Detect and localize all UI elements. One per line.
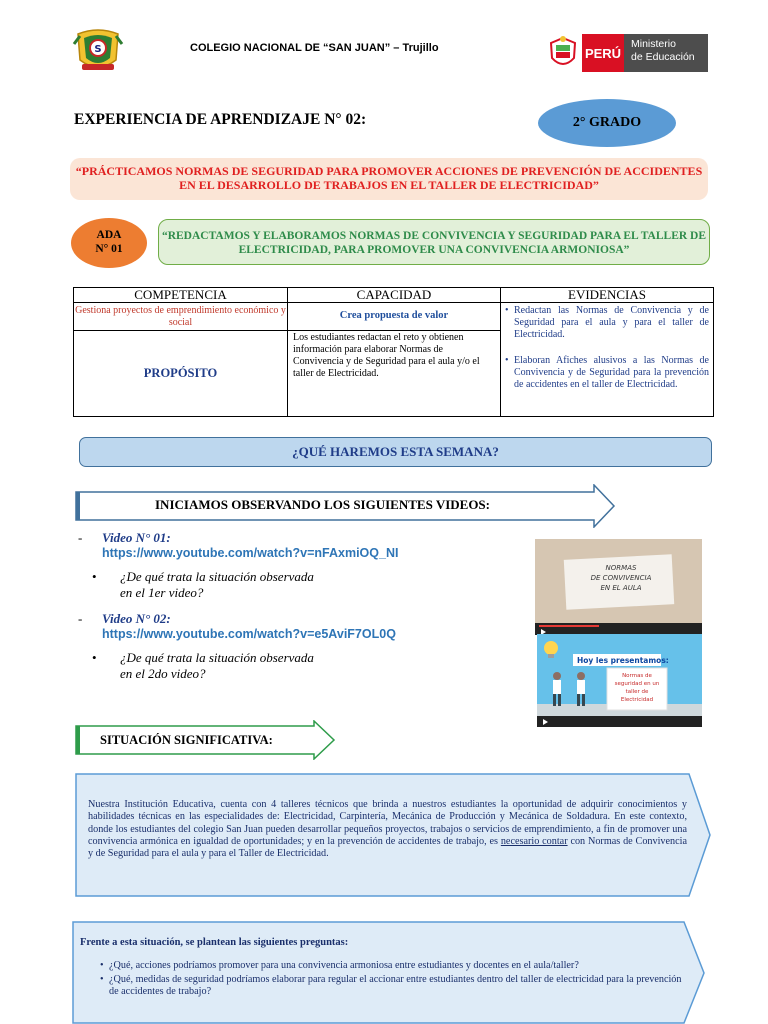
- video-list: [78, 530, 528, 682]
- question-item: • ¿Qué, acciones podríamos promover para una convivencia armoniosa entre estudiantes y docentes en el aula/taller?: [100, 960, 579, 971]
- situation-text-underlined: necesario contar: [500, 835, 568, 847]
- ministry-label: [624, 34, 708, 72]
- video-2-title: Video N° 02:: [102, 611, 171, 626]
- videos-intro: INICIAMOS OBSERVANDO LOS SIGUIENTES VIDEOS:: [155, 497, 490, 512]
- video-1-thumbnail[interactable]: [535, 539, 702, 635]
- experience-theme: “PRÁCTICAMOS NORMAS DE SEGURIDAD PARA PROMOVER ACCIONES DE PREVENCIÓN DE ACCIDENTES EN EL DESARROLLO DE TRABAJOS EN EL TALLER DE ELECTRICIDAD”: [70, 158, 708, 200]
- ministry-line1: Ministerio: [631, 38, 676, 50]
- video-2-link[interactable]: https://www.youtube.com/watch?v=e5AviF7OL0Q: [102, 627, 396, 641]
- evidencias-cell: [501, 303, 714, 417]
- situation-text-part: con Normas de Convivencia y de Seguridad para el aula y para el Taller de Electricidad.: [88, 835, 688, 860]
- video-1-label: - Video N° 01:: [78, 530, 171, 545]
- week-title: ¿QUÉ HAREMOS ESTA SEMANA?: [79, 437, 712, 467]
- situation-title: SITUACIÓN SIGNIFICATIVA:: [100, 733, 273, 747]
- video-2-thumbnail[interactable]: [537, 634, 702, 727]
- capacidad-value: Crea propuesta de valor: [288, 303, 501, 331]
- question-item: • ¿Qué, medidas de seguridad podríamos elaborar para regular el accionar entre estudiantes dentro del taller de electricidad para la prevención de accidentes de trabajo?: [100, 974, 682, 997]
- ministry-line2: de Educación: [631, 51, 695, 63]
- ministry-logo: [546, 34, 708, 72]
- proposito-label: PROPÓSITO: [74, 331, 288, 417]
- grade-badge: 2° GRADO: [538, 99, 676, 147]
- video-1-link[interactable]: https://www.youtube.com/watch?v=nFAxmiOQ_NI: [102, 546, 399, 560]
- peru-shield-icon: [546, 34, 580, 72]
- thumb2-line3: taller de: [625, 689, 649, 695]
- question-line: ¿De qué trata la situación observada: [120, 569, 314, 584]
- thumb2-line2: seguridad en un: [614, 681, 660, 687]
- question-text: ¿Qué, acciones podríamos promover para una convivencia armoniosa entre estudiantes y docentes en el aula/taller?: [109, 960, 579, 971]
- thumb1-line3: EN EL AULA: [600, 584, 642, 592]
- ada-number: N° 01: [95, 243, 123, 255]
- situation-text-part: Nuestra Institución Educativa, cuenta con 4 talleres técnicos que brinda a nuestros estudiantes la oportunidad de adquirir conocimientos y habilidades técnicas en las especialidades de: Electricidad, Carpintería, Mecánica de Producción y Mecánica de Soldadura. En este contexto, donde los estudiantes del colegio San Juan pueden desarrollar pequeños proyectos, trabajos o servicios de emprendimiento, a fin de promover una convivencia armónica en igualdad de oportunidades; y en la prevención de accidentes de trabajo, es: [88, 799, 687, 847]
- questions-title: Frente a esta situación, se plantean las siguientes preguntas:: [80, 937, 349, 948]
- question-line: en el 1er video?: [120, 585, 204, 600]
- ada-label: ADA: [96, 229, 122, 241]
- ada-title: “REDACTAMOS Y ELABORAMOS NORMAS DE CONVIVENCIA Y SEGURIDAD PARA EL TALLER DE ELECTRICIDAD, PARA PROMOVER UNA CONVIVENCIA ARMONIOSA”: [158, 219, 710, 265]
- thumb2-line1: Normas de: [622, 673, 652, 679]
- video-1-question: • ¿De qué trata la situación observada en el 1er video?: [78, 569, 528, 601]
- video-2-question: • ¿De qué trata la situación observada en el 2do video?: [78, 650, 528, 682]
- questions-list: [100, 960, 690, 1000]
- header-capacidad: CAPACIDAD: [288, 288, 501, 303]
- peru-label: PERÚ: [582, 34, 624, 72]
- question-line: ¿De qué trata la situación observada: [120, 650, 314, 665]
- video-1-title: Video N° 01:: [102, 530, 171, 545]
- thumb2-title: Hoy les presentamos:: [577, 656, 669, 665]
- experience-title: EXPERIENCIA DE APRENDIZAJE N° 02:: [74, 111, 367, 128]
- question-text: ¿Qué, medidas de seguridad podríamos elaborar para regular el accionar entre estudiantes dentro del taller de electricidad para la prevención de accidentes de trabajo?: [109, 974, 682, 997]
- situation-text: [88, 799, 687, 860]
- question-line: en el 2do video?: [120, 666, 206, 681]
- evidencia-item: • Redactan las Normas de Convivencia y de Seguridad para el aula y para el taller de Electricidad.: [505, 305, 709, 341]
- thumb1-line1: NORMAS: [605, 564, 637, 572]
- school-crest-logo: [72, 24, 124, 76]
- thumb1-line2: DE CONVIVENCIA: [590, 574, 652, 582]
- thumb2-line4: Electricidad: [620, 697, 654, 703]
- school-name: COLEGIO NACIONAL DE “SAN JUAN” – Trujillo: [190, 42, 439, 54]
- ada-badge: [71, 218, 147, 268]
- proposito-text: Los estudiantes redactan el reto y obtienen información para elaborar Normas de Convivencia y de Seguridad para el aula y/o el taller de Electricidad.: [288, 331, 501, 417]
- video-2-label: - Video N° 02:: [78, 611, 171, 626]
- header-evidencias: EVIDENCIAS: [501, 288, 714, 303]
- evidencia-item: • Elaboran Afiches alusivos a las Normas de Convivencia y de Seguridad para la prevención de accidentes en el taller de Electricidad.: [505, 355, 709, 391]
- header-competencia: COMPETENCIA: [74, 288, 288, 303]
- competencia-value: Gestiona proyectos de emprendimiento económico y social: [74, 303, 288, 331]
- competency-table: [73, 287, 714, 417]
- svg-text:S: S: [94, 44, 102, 55]
